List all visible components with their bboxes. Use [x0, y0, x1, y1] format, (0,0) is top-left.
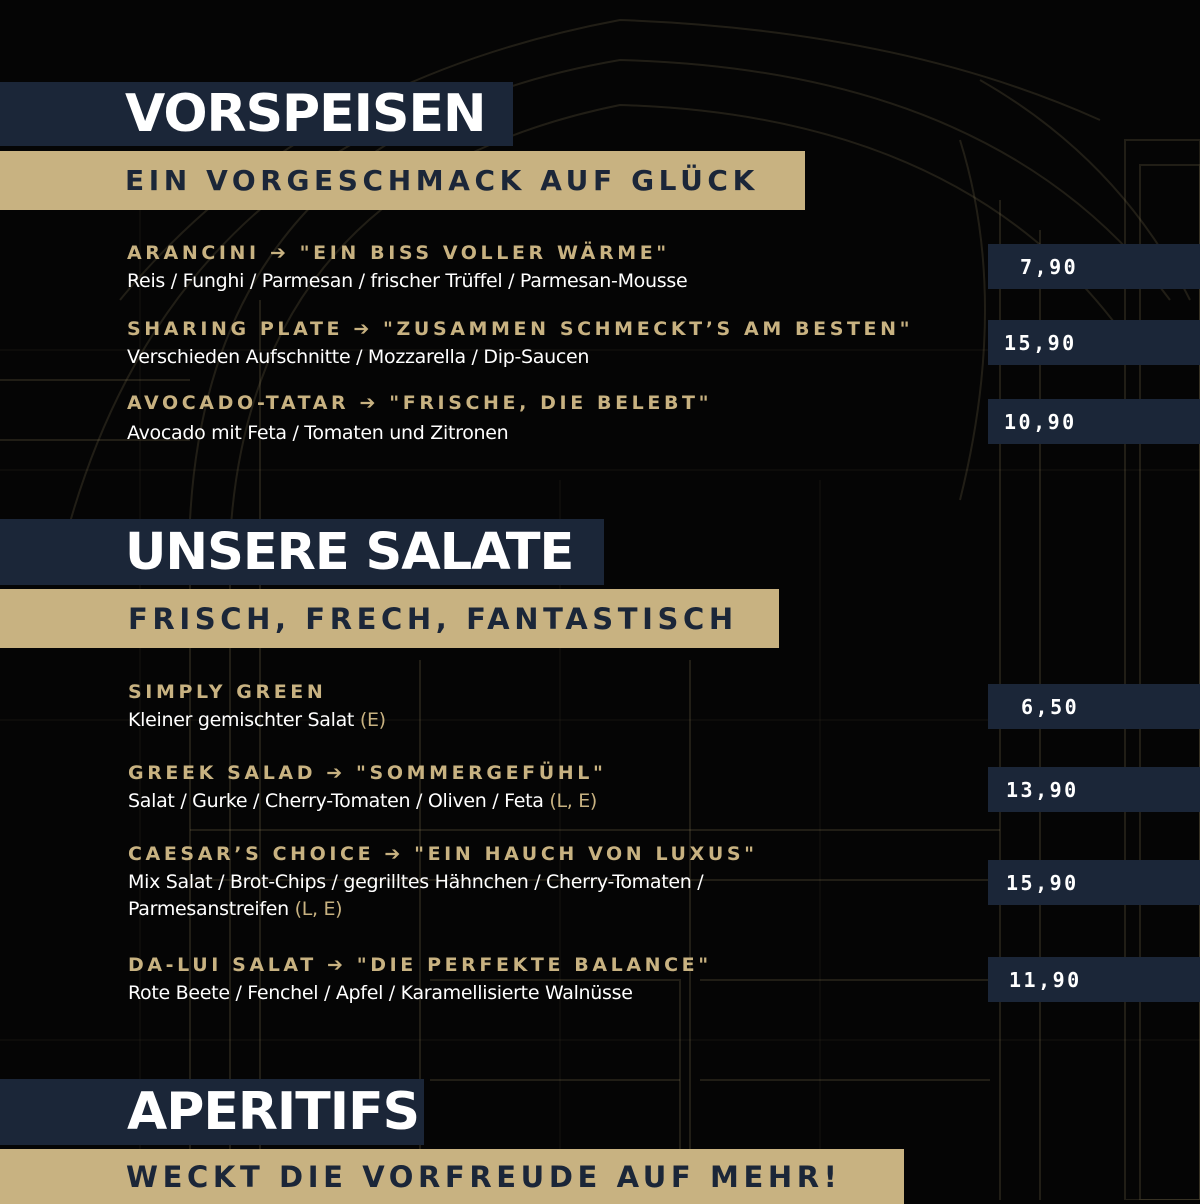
menu-item-description: Verschieden Aufschnitte / Mozzarella / Dip-Saucen: [127, 346, 590, 368]
menu-item-title: SIMPLY GREEN: [128, 681, 327, 703]
section-heading: VORSPEISEN: [125, 84, 486, 144]
allergen-note: (L, E): [549, 790, 598, 812]
menu-item-description-continued: [128, 896, 342, 923]
price-tag: [988, 957, 1200, 1002]
price-tag: [988, 860, 1200, 905]
section-subheading-bar: [0, 589, 779, 648]
menu-item-title: ARANCINI ➔ "EIN BISS VOLLER WÄRME": [127, 242, 670, 264]
price-value: 13,90: [1006, 777, 1079, 802]
menu-item-description: Rote Beete / Fenchel / Apfel / Karamellisierte Walnüsse: [128, 982, 633, 1004]
price-value: 15,90: [1006, 870, 1079, 895]
section-heading-bar: [0, 1079, 424, 1145]
section-heading-bar: [0, 82, 513, 146]
menu-item-description-text: Salat / Gurke / Cherry-Tomaten / Oliven / Feta: [128, 790, 550, 812]
menu-item-description-text: Parmesanstreifen: [128, 898, 295, 920]
menu-item-title: GREEK SALAD ➔ "SOMMERGEFÜHL": [128, 762, 607, 784]
menu-item-description: Reis / Funghi / Parmesan / frischer Trüffel / Parmesan-Mousse: [127, 270, 688, 292]
section-heading: UNSERE SALATE: [125, 522, 574, 582]
section-subheading-bar: [0, 151, 805, 210]
price-tag: [988, 244, 1200, 289]
price-value: 11,90: [1009, 967, 1082, 992]
menu-item-title: AVOCADO-TATAR ➔ "FRISCHE, DIE BELEBT": [127, 392, 713, 414]
section-heading: APERITIFS: [127, 1082, 420, 1142]
allergen-note: (E): [359, 709, 386, 731]
price-value: 7,90: [1020, 254, 1079, 279]
section-subheading-bar: [0, 1149, 904, 1204]
price-tag: [988, 684, 1200, 729]
menu-item-title: CAESAR’S CHOICE ➔ "EIN HAUCH VON LUXUS": [128, 843, 758, 865]
price-value: 6,50: [1021, 694, 1080, 719]
section-subheading: FRISCH, FRECH, FANTASTISCH: [128, 601, 738, 636]
menu-item-title: SHARING PLATE ➔ "ZUSAMMEN SCHMECKT’S AM BESTEN": [127, 318, 914, 340]
section-heading-bar: [0, 519, 604, 585]
menu-item-description-text: Kleiner gemischter Salat: [128, 709, 360, 731]
price-tag: [988, 320, 1200, 365]
menu-item-description: Mix Salat / Brot-Chips / gegrilltes Hähnchen / Cherry-Tomaten /: [128, 871, 704, 893]
section-subheading: EIN VORGESCHMACK AUF GLÜCK: [125, 164, 759, 197]
menu-item-description: Avocado mit Feta / Tomaten und Zitronen: [127, 422, 509, 444]
section-subheading: WECKT DIE VORFREUDE AUF MEHR!: [126, 1159, 842, 1194]
price-tag: [988, 767, 1200, 812]
price-value: 10,90: [1004, 409, 1077, 434]
menu-item-description: [128, 707, 386, 734]
menu-item-title: DA-LUI SALAT ➔ "DIE PERFEKTE BALANCE": [128, 954, 712, 976]
price-tag: [988, 399, 1200, 444]
price-value: 15,90: [1004, 330, 1077, 355]
menu-item-description: [128, 788, 597, 815]
allergen-note: (L, E): [294, 898, 343, 920]
